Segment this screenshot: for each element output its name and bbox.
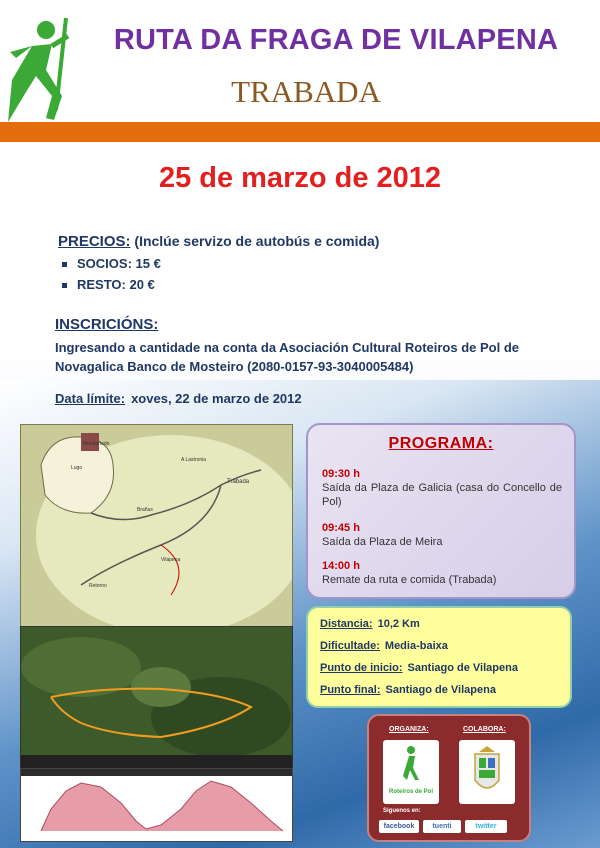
map-label: Mondoñedo xyxy=(83,441,110,447)
price-text: RESTO: 20 € xyxy=(77,277,155,292)
hiker-logo-icon xyxy=(6,10,86,122)
elevation-profile xyxy=(20,768,293,842)
registration-heading: INSCRICIÓNS: xyxy=(55,316,159,333)
end-row xyxy=(320,684,496,696)
prices-heading xyxy=(58,233,379,250)
route-map xyxy=(20,424,293,628)
start-row xyxy=(320,662,518,674)
distance-value: 10,2 Km xyxy=(377,618,420,630)
difficulty-row xyxy=(320,640,448,652)
hiker-small-icon xyxy=(383,740,439,784)
prices-label: PRECIOS: xyxy=(58,233,131,250)
program-box xyxy=(306,423,576,599)
map-label: Vilapena xyxy=(161,557,181,563)
colabora-label: COLABORA: xyxy=(463,726,506,733)
bullet-icon xyxy=(62,262,67,267)
bullet-icon xyxy=(62,283,67,288)
registration-text: Ingresando a cantidade na conta da Asociación Cultural Roteiros de Pol de Novagalica Banco de Mosteiro (2080-0157-93-3040005484) xyxy=(55,340,520,374)
prices-list xyxy=(62,256,161,298)
deadline-label: Data límite: xyxy=(55,391,126,406)
event-date: 25 de marzo de 2012 xyxy=(158,162,442,194)
organiza-label: ORGANIZA: xyxy=(389,726,429,733)
program-item xyxy=(322,559,562,587)
page-title: RUTA DA FRAGA DE VILAPENA xyxy=(113,24,559,56)
program-text: Remate da ruta e comida (Trabada) xyxy=(322,574,497,586)
tuenti-button[interactable]: tuenti xyxy=(423,820,461,833)
route-details-box xyxy=(306,606,572,708)
difficulty-label: Dificultade: xyxy=(320,640,380,652)
orange-divider xyxy=(0,122,600,142)
map-label: A Lastronia xyxy=(181,457,207,463)
deadline xyxy=(55,391,302,406)
start-label: Punto de inicio: xyxy=(320,662,403,674)
page-subtitle: TRABADA xyxy=(231,74,381,109)
twitter-button[interactable]: twitter xyxy=(465,820,507,833)
satellite-map xyxy=(20,626,293,770)
coat-of-arms-icon xyxy=(459,740,515,804)
price-text: SOCIOS: 15 € xyxy=(77,256,161,271)
prices-note: (Inclúe servizo de autobús e comida) xyxy=(134,233,380,249)
collaborator-crest xyxy=(459,740,515,804)
program-item xyxy=(322,521,562,549)
price-item xyxy=(62,256,161,277)
map-label: Lugo xyxy=(71,465,83,471)
organizer-logo xyxy=(383,740,439,804)
start-value: Santiago de Vilapena xyxy=(407,662,518,674)
program-time: 14:00 h xyxy=(322,560,360,572)
difficulty-value: Media-baixa xyxy=(384,640,448,652)
deadline-value: xoves, 22 de marzo de 2012 xyxy=(131,391,302,406)
facebook-button[interactable]: facebook xyxy=(379,820,419,833)
map-label: Trabada xyxy=(227,479,250,485)
follow-label: Síguenos en: xyxy=(383,808,421,814)
price-item xyxy=(62,277,161,298)
program-text: Saída da Plaza de Meira xyxy=(322,536,443,548)
end-label: Punto final: xyxy=(320,684,381,696)
program-time: 09:30 h xyxy=(322,468,360,480)
distance-label: Distancia: xyxy=(320,618,373,630)
map-label: Retorno xyxy=(89,583,107,589)
sponsors-box xyxy=(367,714,531,842)
distance-row xyxy=(320,618,420,630)
program-title: PROGRAMA: xyxy=(388,435,494,452)
organizer-name: Roteiros de Pol xyxy=(388,789,433,795)
end-value: Santiago de Vilapena xyxy=(385,684,496,696)
program-text: Saída da Plaza de Galicia (casa do Concello de Pol) xyxy=(322,482,562,508)
program-time: 09:45 h xyxy=(322,522,360,534)
map-label: Brañas xyxy=(137,507,153,513)
program-item xyxy=(322,467,562,509)
